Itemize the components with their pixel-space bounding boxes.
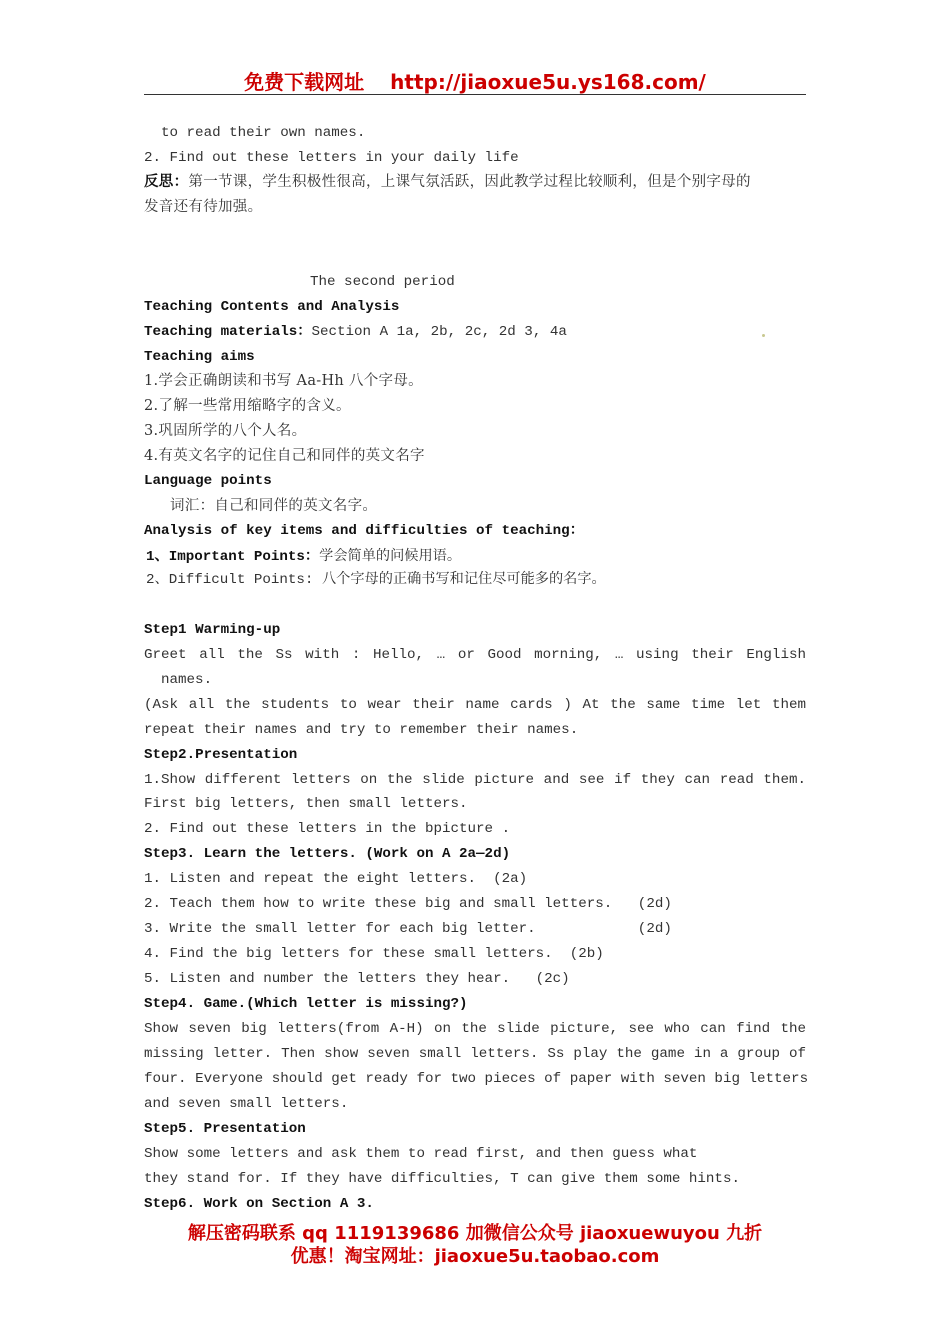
header-label: 免费下载网址 [244, 70, 365, 94]
footer-line-2: 优惠！淘宝网址：jiaoxue5u.taobao.com [290, 1246, 660, 1267]
list-item: 1. Listen and repeat the eight letters. (2a) [144, 871, 528, 887]
reflection-label: 反思： [144, 173, 189, 190]
text-line: to read their own names. [161, 125, 366, 141]
section-heading: Analysis of key items and difficulties of teaching： [144, 523, 584, 539]
step-heading: Step4. Game.(Which letter is missing?) [144, 996, 468, 1012]
text-line: names. [161, 672, 213, 688]
text-line: Show seven big letters(from A-H) on the slide picture, see who can find the [144, 1021, 806, 1037]
text-line: Show some letters and ask them to read first, and then guess what [144, 1146, 698, 1162]
important-label: 1、Important Points： [146, 549, 320, 565]
text-line: they stand for. If they have difficulties, T can give them some hints. [144, 1171, 740, 1187]
difficult-points: 2、Difficult Points: 八个字母的正确书写和记住尽可能多的名字。 [146, 572, 606, 588]
important-value: 学会简单的问候用语。 [319, 548, 462, 564]
list-item: 2. Teach them how to write these big and small letters. (2d) [144, 896, 672, 912]
aim-item: 2.了解一些常用缩略字的含义。 [144, 398, 351, 414]
stray-dot [762, 334, 765, 337]
materials-label: Teaching materials： [144, 324, 312, 340]
header-url[interactable]: http://jiaoxue5u.ys168.com/ [390, 70, 706, 94]
section-heading: Language points [144, 473, 272, 489]
list-item: 4. Find the big letters for these small letters. (2b) [144, 946, 604, 962]
text-line: 2. Find out these letters in the bpicture . [144, 821, 511, 837]
text-line: (Ask all the students to wear their name cards ) At the same time let them [144, 697, 806, 713]
section-heading: Teaching Contents and Analysis [144, 299, 400, 315]
text-line: missing letter. Then show seven small letters. Ss play the game in a group of [144, 1046, 806, 1062]
text-line: repeat their names and try to remember their names. [144, 722, 579, 738]
step-heading: Step2.Presentation [144, 747, 298, 763]
text-line: First big letters, then small letters. [144, 796, 468, 812]
step-heading: Step5. Presentation [144, 1121, 306, 1137]
materials-value: Section A 1a, 2b, 2c, 2d 3, 4a [311, 324, 567, 340]
text-line: Greet all the Ss with : Hello, … or Good morning, … using their English [144, 647, 806, 663]
important-points [146, 547, 808, 566]
page-header [144, 66, 806, 95]
text-line: and seven small letters. [144, 1096, 349, 1112]
aim-item: 1.学会正确朗读和书写 Aa-Hh 八个字母。 [144, 373, 423, 389]
step-heading: Step3. Learn the letters. (Work on A 2a—2d) [144, 846, 511, 862]
text-line: 2. Find out these letters in your daily life [144, 150, 519, 166]
step-heading: Step1 Warming-up [144, 622, 281, 638]
list-item: 3. Write the small letter for each big letter. (2d) [144, 921, 672, 937]
text-line: 发音还有待加强。 [144, 199, 263, 215]
text-line: four. Everyone should get ready for two pieces of paper with seven big letters [144, 1071, 809, 1087]
footer-line-1: 解压密码联系 qq 1119139686 加微信公众号 jiaoxuewuyou 九折 [187, 1223, 763, 1244]
vocab-line: 词汇：自己和同伴的英文名字。 [170, 498, 378, 514]
section-heading: Teaching aims [144, 349, 255, 365]
step-heading: Step6. Work on Section A 3. [144, 1196, 374, 1212]
reflection-line [144, 173, 806, 191]
aim-item: 3.巩固所学的八个人名。 [144, 423, 307, 439]
aim-item: 4.有英文名字的记住自己和同伴的英文名字 [144, 448, 425, 464]
period-title: The second period [310, 274, 455, 290]
text-line: 1.Show different letters on the slide picture and see if they can read them. [144, 772, 806, 788]
materials-line [144, 323, 806, 341]
reflection-text: 第一节课，学生积极性很高，上课气氛活跃，因此教学过程比较顺利，但是个别字母的 [188, 174, 751, 190]
list-item: 5. Listen and number the letters they hear. (2c) [144, 971, 570, 987]
